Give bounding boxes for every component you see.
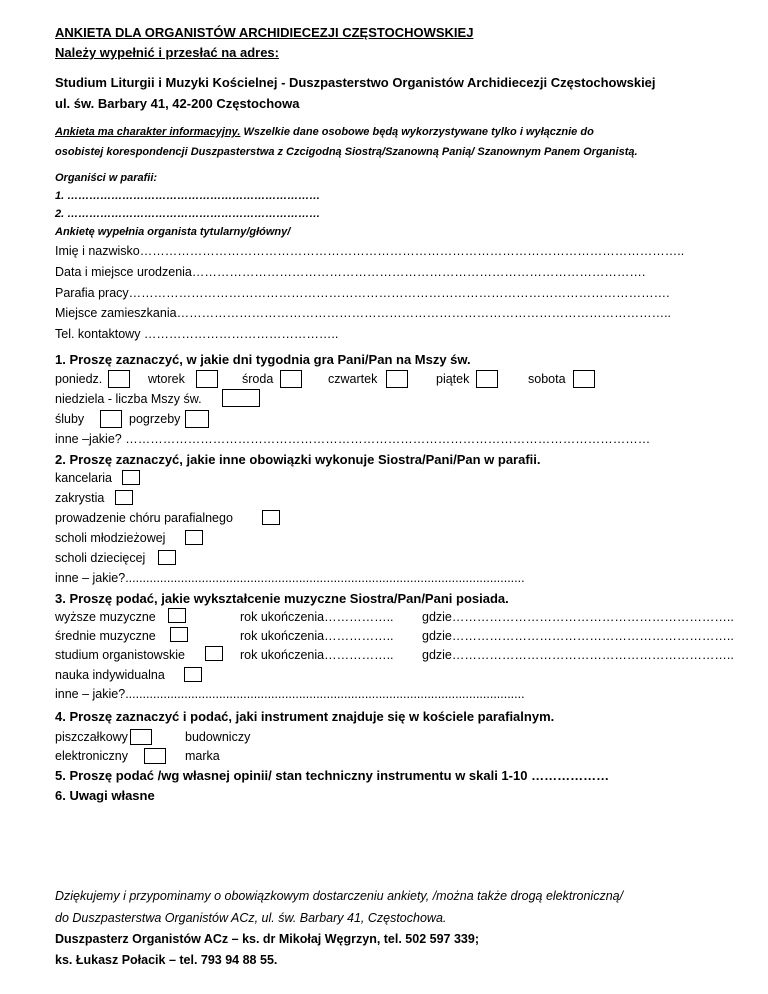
funerals-label: pogrzeby: [129, 412, 181, 426]
q1-other-field[interactable]: inne –jakie? ………………………………………………………………………………………………………………: [55, 432, 651, 446]
q4-heading: 4. Proszę zaznaczyć i podać, jaki instrument znajduje się w kościele parafialnym.: [55, 709, 555, 724]
sunday-mass-count-box[interactable]: [222, 389, 260, 407]
day-label-monday: poniedz.: [55, 372, 103, 386]
edu-year-organ-studium[interactable]: rok ukończenia……………..: [240, 648, 394, 662]
checkbox-sacristy[interactable]: [115, 490, 133, 505]
day-label-friday: piątek: [436, 372, 470, 386]
q5-heading[interactable]: 5. Proszę podać /wg własnej opinii/ stan techniczny instrumentu w skali 1-10 ………………: [55, 768, 610, 783]
q1-heading: 1. Proszę zaznaczyć, w jakie dni tygodnia gra Pani/Pan na Mszy św.: [55, 352, 471, 367]
checkbox-office[interactable]: [122, 470, 140, 485]
birth-field[interactable]: Data i miejsce urodzenia……………………………………………………………………………………………….: [55, 265, 646, 279]
checkbox-saturday[interactable]: [573, 370, 595, 388]
checkbox-edu-individual[interactable]: [184, 667, 202, 682]
edu-year-secondary[interactable]: rok ukończenia……………..: [240, 629, 394, 643]
contact-line-2: ks. Łukasz Połacik – tel. 793 94 88 55.: [55, 953, 278, 967]
sunday-mass-label: niedziela - liczba Mszy św.: [55, 392, 202, 406]
send-instruction: Należy wypełnić i przesłać na adres:: [55, 45, 279, 60]
q3-other-field[interactable]: inne – jakie?...................................................................................................................: [55, 687, 525, 701]
q6-heading: 6. Uwagi własne: [55, 788, 155, 803]
checkbox-electronic-organ[interactable]: [144, 748, 166, 764]
address-line-2: ul. św. Barbary 41, 42-200 Częstochowa: [55, 96, 300, 111]
edu-year-higher[interactable]: rok ukończenia……………..: [240, 610, 394, 624]
duty-label-choir: prowadzenie chóru parafialnego: [55, 511, 233, 525]
name-field[interactable]: Imię i nazwisko…………………………………………………………………………………………………………………..: [55, 244, 685, 258]
checkbox-edu-organ-studium[interactable]: [205, 646, 223, 661]
duty-label-children-schola: scholi dziecięcej: [55, 551, 146, 565]
thanks-line-1: Dziękujemy i przypominamy o obowiązkowym dostarczeniu ankiety, /można także drogą elektroniczną/: [55, 889, 624, 903]
checkbox-edu-higher[interactable]: [168, 608, 186, 623]
edu-label-individual: nauka indywidualna: [55, 668, 165, 682]
checkbox-wednesday[interactable]: [280, 370, 302, 388]
checkbox-pipe-organ[interactable]: [130, 729, 152, 745]
checkbox-friday[interactable]: [476, 370, 498, 388]
duty-label-youth-schola: scholi młodzieżowej: [55, 531, 166, 545]
day-label-saturday: sobota: [528, 372, 566, 386]
instrument-label-electronic: elektroniczny: [55, 749, 128, 763]
checkbox-tuesday[interactable]: [196, 370, 218, 388]
organ-builder-field[interactable]: budowniczy: [185, 730, 251, 744]
day-label-wednesday: środa: [242, 372, 274, 386]
q3-heading: 3. Proszę podać, jakie wykształcenie muzyczne Siostra/Pan/Pani posiada.: [55, 591, 509, 606]
organist-line-2[interactable]: 2. ……………………………………………………………: [55, 208, 321, 220]
titular-note: Ankietę wypełnia organista tytularny/główny/: [55, 226, 291, 238]
checkbox-edu-secondary[interactable]: [170, 627, 188, 642]
checkbox-thursday[interactable]: [386, 370, 408, 388]
edu-label-higher: wyższe muzyczne: [55, 610, 156, 624]
residence-field[interactable]: Miejsce zamieszkania………………………………………………………………………………………………………..: [55, 306, 672, 320]
checkbox-youth-schola[interactable]: [185, 530, 203, 545]
q2-heading: 2. Proszę zaznaczyć, jakie inne obowiązki wykonuje Siostra/Pani/Pan w parafii.: [55, 452, 541, 467]
day-label-tuesday: wtorek: [148, 372, 185, 386]
edu-label-organ-studium: studium organistowskie: [55, 648, 185, 662]
weddings-label: śluby: [55, 412, 85, 426]
duty-label-sacristy: zakrystia: [55, 491, 105, 505]
duty-label-office: kancelaria: [55, 471, 112, 485]
parish-field[interactable]: Parafia pracy………………………………………………………………………………………………………………….: [55, 286, 670, 300]
phone-field[interactable]: Tel. kontaktowy ………………………………………..: [55, 327, 339, 341]
edu-label-secondary: średnie muzyczne: [55, 629, 156, 643]
privacy-notice-line-1: [55, 126, 594, 138]
privacy-notice-rest: Wszelkie dane osobowe będą wykorzystywane tylko i wyłącznie do: [240, 126, 594, 138]
contact-line-1: Duszpasterz Organistów ACz – ks. dr Mikołaj Węgrzyn, tel. 502 597 339;: [55, 932, 479, 946]
organist-line-1[interactable]: 1. ……………………………………………………………: [55, 190, 321, 202]
document-title: ANKIETA DLA ORGANISTÓW ARCHIDIECEZJI CZĘSTOCHOWSKIEJ: [55, 25, 474, 40]
q2-other-field[interactable]: inne – jakie?...................................................................................................................: [55, 571, 525, 585]
privacy-notice-line-2: osobistej korespondencji Duszpasterstwa z Czcigodną Siostrą/Szanowną Panią/ Szanownym Panem Organistą.: [55, 146, 638, 158]
edu-where-secondary[interactable]: gdzie…………………………………………………………..: [422, 629, 734, 643]
address-line-1: Studium Liturgii i Muzyki Kościelnej - Duszpasterstwo Organistów Archidiecezji Częstochowskiej: [55, 75, 656, 90]
day-label-thursday: czwartek: [328, 372, 378, 386]
thanks-line-2: do Duszpasterstwa Organistów ACz, ul. św. Barbary 41, Częstochowa.: [55, 911, 447, 925]
edu-where-organ-studium[interactable]: gdzie…………………………………………………………..: [422, 648, 734, 662]
checkbox-monday[interactable]: [108, 370, 130, 388]
edu-where-higher[interactable]: gdzie…………………………………………………………..: [422, 610, 734, 624]
organists-heading: Organiści w parafii:: [55, 172, 158, 184]
checkbox-weddings[interactable]: [100, 410, 122, 428]
organ-brand-field[interactable]: marka: [185, 749, 220, 763]
checkbox-funerals[interactable]: [185, 410, 209, 428]
checkbox-choir[interactable]: [262, 510, 280, 525]
instrument-label-pipe: piszczałkowy: [55, 730, 128, 744]
checkbox-children-schola[interactable]: [158, 550, 176, 565]
privacy-notice-lead: Ankieta ma charakter informacyjny.: [55, 126, 241, 138]
